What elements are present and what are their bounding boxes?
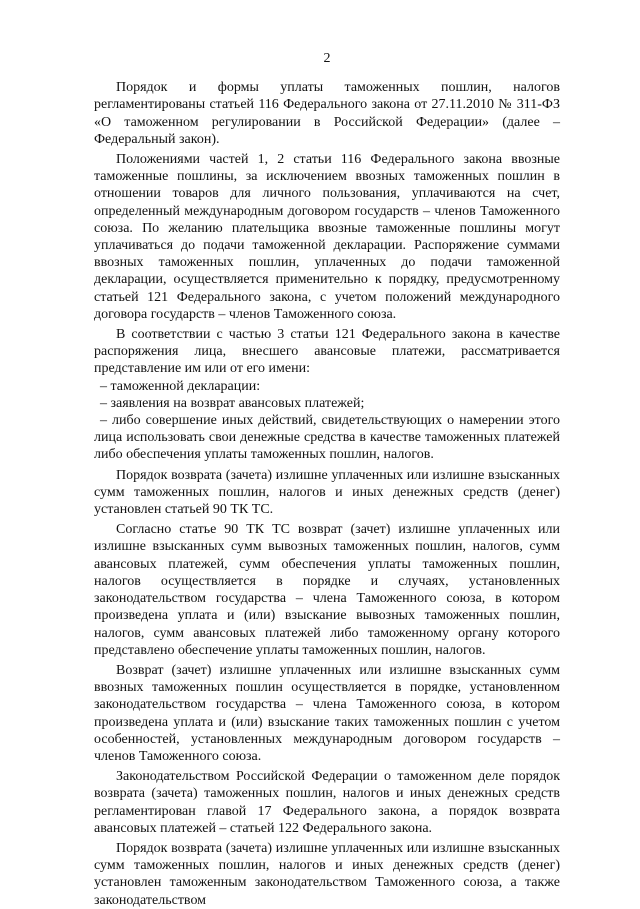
paragraph-import-duties-refund: Возврат (зачет) излишне уплаченных или излишне взысканных сумм ввозных таможенных пошлин осуществляется в порядке, установленном законодательством государства – члена Таможенного союза, в котором произведена уплата и (или) взыскание таких таможенных пошлин с учетом особенностей, установленных международным договором государств – членов Таможенного союза. [94, 662, 560, 764]
list-item-refund-application: – заявления на возврат авансовых платежей; [100, 395, 365, 411]
page-number: 2 [323, 51, 331, 66]
paragraph-refund-legislation: Порядок возврата (зачета) излишне уплаченных или излишне взысканных сумм таможенных пошлин, налогов и иных денежных средств (денег) установлен таможенным законодательством Таможенного союза, а также законодательством [94, 840, 560, 908]
paragraph-payment-procedure: Порядок и формы уплаты таможенных пошлин, налогов регламентированы статьей 116 Федерального закона от 27.11.2010 № 311-ФЗ «О таможенном регулировании в Российской Федерации» (далее – Федеральный закон). [94, 80, 560, 147]
paragraph-russian-legislation: Законодательством Российской Федерации о таможенном деле порядок возврата (зачета) таможенных пошлин, налогов и иных денежных средств регламентирован главой 17 Федерального закона, а порядок возврата авансовых платежей – статьей 122 Федерального закона. [94, 769, 560, 836]
list-item-other-actions: – либо совершение иных действий, свидетельствующих о намерении этого лица использовать свои денежные средства в качестве таможенных платежей либо обеспечения уплаты таможенных пошлин, налогов. [94, 413, 560, 463]
paragraph-import-duties: Положениями частей 1, 2 статьи 116 Федерального закона ввозные таможенные пошлины, за исключением ввозных таможенных пошлин в отношении товаров для личного пользования, уплачиваются на счет, определенный международным договором государств – членов Таможенного союза. По желанию плательщика ввозные таможенные пошлины могут уплачиваться до подачи таможенной декларации. Распоряжение суммами ввозных таможенных пошлин, уплаченных до подачи таможенной декларации, осуществляется применительно к порядку, предусмотренному статьей 121 Федерального закона, с учетом положений международного договора государств – членов Таможенного союза. [94, 152, 560, 322]
paragraph-advance-disposal: В соответствии с частью 3 статьи 121 Федерального закона в качестве распоряжения лица, внесшего авансовые платежи, рассматривается представление им или от его имени: [94, 327, 560, 377]
paragraph-refund-procedure: Порядок возврата (зачета) излишне уплаченных или излишне взысканных сумм таможенных пошлин, налогов и иных денежных средств (денег) установлен статьей 90 ТК ТС. [94, 467, 560, 518]
paragraph-article-90-export: Согласно статье 90 ТК ТС возврат (зачет) излишне уплаченных или излишне взысканных сумм вывозных таможенных пошлин, налогов, сумм авансовых платежей, сумм обеспечения уплаты таможенных пошлин, налогов осуществляется в порядке и случаях, установленных законодательством государства – члена Таможенного союза, в котором произведена уплата и (или) взыскание вывозных таможенных пошлин, налогов, сумм авансовых платежей либо таможенному органу которого представлено обеспечение уплаты таможенных пошлин, налогов. [94, 522, 560, 658]
list-item-customs-declaration: – таможенной декларации: [100, 378, 261, 394]
